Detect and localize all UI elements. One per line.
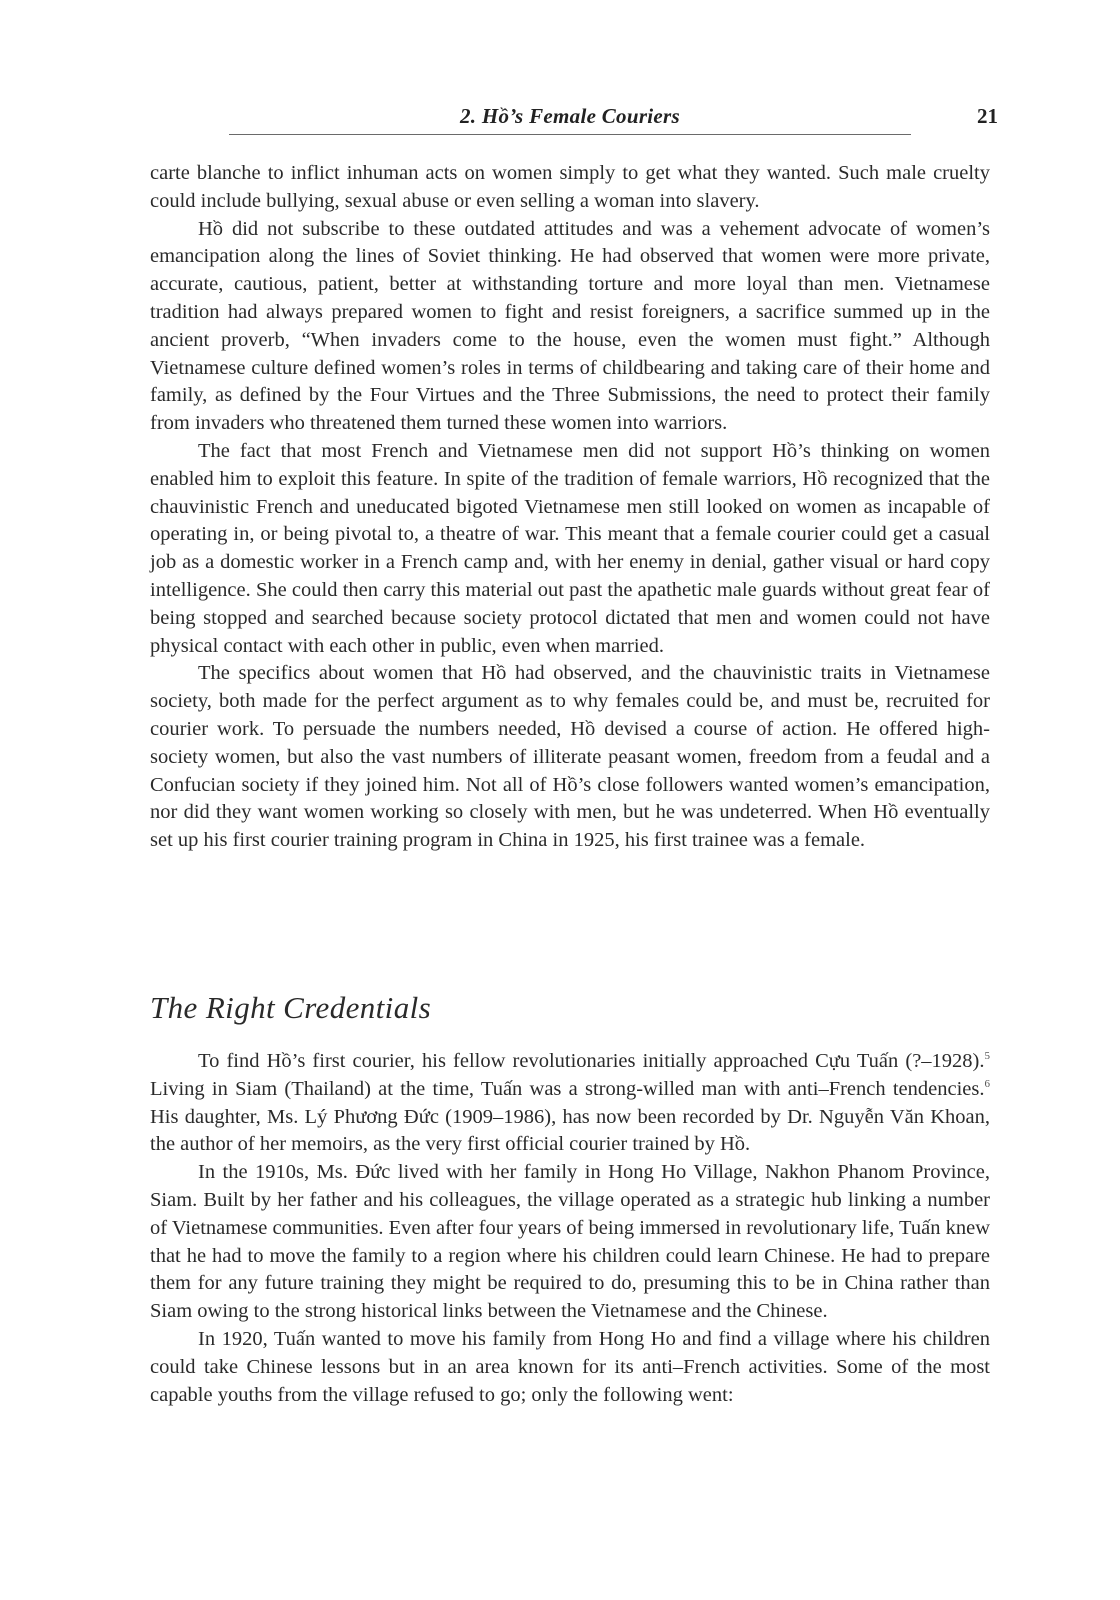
paragraph-text: His daughter, Ms. Lý Phương Đức (1909–1986), has now been recorded by Dr. Nguyễn Văn Khoan, the author of her memoirs, as the very first official courier trained by Hồ.	[150, 1105, 990, 1156]
paragraph-text: Living in Siam (Thailand) at the time, Tuấn was a strong-willed man with anti–French tendencies.	[150, 1077, 985, 1100]
header-rule	[229, 134, 911, 135]
paragraph: In 1920, Tuấn wanted to move his family from Hong Ho and find a village where his children could take Chinese lessons but in an area known for its anti–French activities. Some of the most capable youths from the village refused to go; only the following went:	[150, 1327, 990, 1406]
section-heading: The Right Credentials	[150, 990, 432, 1025]
endnote-marker[interactable]: 6	[984, 1077, 990, 1090]
paragraph-continued: carte blanche to inflict inhuman acts on women simply to get what they wanted. Such male cruelty could include bullying, sexual abuse or even selling a woman into slavery.	[150, 162, 990, 212]
paragraph: Hồ did not subscribe to these outdated attitudes and was a vehement advocate of women’s emancipation along the lines of Soviet thinking. He had observed that women were more private, accurate, cautious, patient, better at withstanding torture and more loyal than men. Vietnamese tradition had always prepared women to fight and resist foreigners, a sacrifice summed up in the ancient proverb, “When invaders come to the house, even the women must fight.” Although Vietnamese culture defined women’s roles in terms of childbearing and taking care of their home and family, as defined by the Four Virtues and the Three Submissions, the need to protect their family from invaders who threatened them turned these women into warriors.	[150, 217, 990, 435]
paragraph	[150, 1048, 990, 1159]
paragraph: The specifics about women that Hồ had observed, and the chauvinistic traits in Vietnamese society, both made for the perfect argument as to why females could be, and must be, recruited for courier work. To persuade the numbers needed, Hồ devised a course of action. He offered high-society women, but also the vast numbers of illiterate peasant women, freedom from a feudal and a Confucian society if they joined him. Not all of Hồ’s close followers wanted women’s emancipation, nor did they want women working so closely with men, but he was undeterred. When Hồ eventually set up his first courier training program in China in 1925, his first trainee was a female.	[150, 662, 990, 852]
paragraph-text: To find Hồ’s first courier, his fellow revolutionaries initially approached Cựu Tuấn (?–1928).	[198, 1050, 985, 1072]
body-text-section	[150, 1048, 990, 1409]
paragraph: The fact that most French and Vietnamese men did not support Hồ’s thinking on women enabled him to exploit this feature. In spite of the tradition of female warriors, Hồ recognized that the chauvinistic French and uneducated bigoted Vietnamese men still looked on women as incapable of operating in, or being pivotal to, a theatre of war. This meant that a female courier could get a casual job as a domestic worker in a French camp and, with her enemy in denial, gather visual or hard copy intelligence. She could then carry this material out past the apathetic male guards without great fear of being stopped and searched because society protocol dictated that men and women could not have physical contact with each other in public, even when married.	[150, 439, 990, 657]
endnote-marker[interactable]: 5	[984, 1050, 990, 1063]
body-text-top	[150, 160, 990, 855]
paragraph: In the 1910s, Ms. Đức lived with her family in Hong Ho Village, Nakhon Phanom Province, Siam. Built by her father and his colleagues, the village operated as a strategic hub linking a number of Vietnamese communities. Even after four years of being immersed in revolutionary life, Tuấn knew that he had to move the family to a region where his children could learn Chinese. He had to prepare them for any future training they might be required to do, presuming this to be in China rather than Siam owing to the strong historical links between the Vietnamese and the Chinese.	[150, 1161, 990, 1323]
page-number: 21	[977, 104, 998, 128]
running-head-title: 2. Hồ’s Female Couriers	[459, 104, 681, 128]
